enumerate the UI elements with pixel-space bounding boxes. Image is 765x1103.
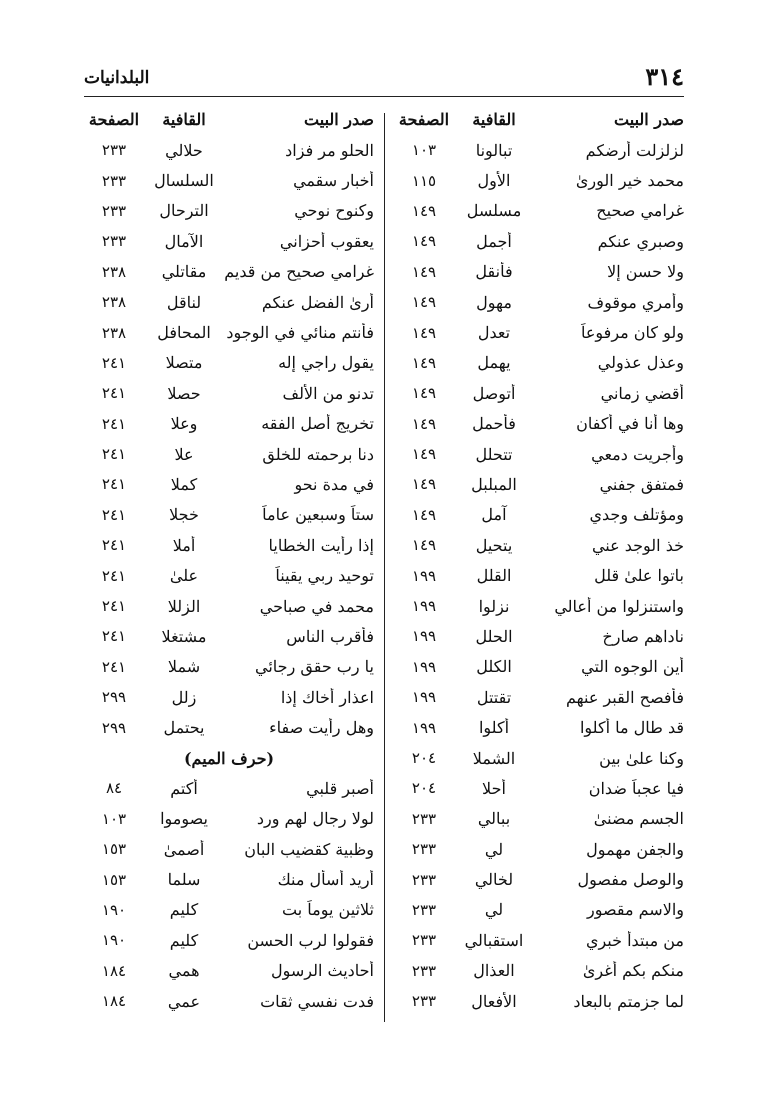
verse-opening: يعقوب أحزاني xyxy=(279,231,374,251)
rhyme-word: فأحمل xyxy=(472,414,516,434)
verse-opening: والاسم مقصور xyxy=(587,900,684,920)
page-ref: ١٩٩ xyxy=(411,627,437,646)
index-row xyxy=(84,378,374,408)
index-row xyxy=(394,348,684,378)
page-ref: ٢٤١ xyxy=(101,445,127,464)
index-row xyxy=(84,226,374,256)
verse-opening: غرامي صحيح من قديم xyxy=(224,262,374,282)
rhyme-word: خجلا xyxy=(169,505,199,525)
rhyme-word: أملا xyxy=(172,535,196,555)
page-ref: ٨٤ xyxy=(105,779,123,798)
index-row xyxy=(394,773,684,803)
page-ref: ٢٣٣ xyxy=(101,232,127,251)
page-ref: ١٩٠ xyxy=(101,931,127,950)
rhyme-word: الكلل xyxy=(476,657,512,677)
verse-opening: أخبار سقمي xyxy=(293,171,374,191)
index-row xyxy=(394,986,684,1016)
rhyme-word: لي xyxy=(484,839,504,859)
page-ref: ١٠٣ xyxy=(411,141,437,160)
verse-opening: فقولوا لرب الحسن xyxy=(247,930,374,950)
verse-opening: منكم بكم أغرىٰ xyxy=(582,961,684,981)
verse-opening: ناداهم صارخ xyxy=(602,626,684,646)
page-ref: ٢٣٨ xyxy=(101,323,127,342)
rhyme-word: لخالي xyxy=(474,870,514,890)
verse-opening: واستنزلوا من أعالي xyxy=(554,596,684,616)
verse-opening: والوصل مفصول xyxy=(577,870,684,890)
index-row xyxy=(394,439,684,469)
left-column-header xyxy=(84,103,374,135)
index-row xyxy=(394,196,684,226)
verse-opening: باتوا علىٰ قلل xyxy=(594,566,684,586)
rhyme-word: استقبالي xyxy=(464,930,524,950)
index-row xyxy=(84,986,374,1016)
right-column-header xyxy=(394,103,684,135)
index-row xyxy=(394,135,684,165)
page-ref: ١٤٩ xyxy=(411,232,437,251)
rhyme-word: الترحال xyxy=(159,201,209,221)
page-ref: ٢٣٣ xyxy=(411,900,437,919)
verse-opening: أصبر قلبي xyxy=(306,778,374,798)
page-ref: ١٤٩ xyxy=(411,505,437,524)
index-page xyxy=(84,62,684,1022)
verse-opening: أقضي زماني xyxy=(600,383,684,403)
rhyme-word: أجمل xyxy=(476,231,512,251)
index-row xyxy=(394,530,684,560)
verse-opening: وهل رأيت صفاء xyxy=(269,718,374,738)
page-ref: ٢٣٨ xyxy=(101,293,127,312)
rhyme-word: لناقل xyxy=(166,292,202,312)
verse-opening: أحاديث الرسول xyxy=(270,961,374,981)
rhyme-header: القافية xyxy=(472,109,516,129)
index-row xyxy=(394,864,684,894)
page-ref: ٢٤١ xyxy=(101,414,127,433)
verse-opening: والجفن مهمول xyxy=(586,839,684,859)
verse-opening: من مبتدأ خبري xyxy=(585,930,684,950)
column-divider xyxy=(384,113,385,1022)
page-ref: ٢٣٣ xyxy=(411,931,437,950)
verse-opening: أرىٰ الفضل عنكم xyxy=(261,292,374,312)
verse-opening: وها أنا في أكفان xyxy=(576,414,684,434)
index-row xyxy=(84,652,374,682)
verse-opening: لزلزلت أرضكم xyxy=(585,140,684,160)
verse-opening: ومؤتلف وجدي xyxy=(589,505,684,525)
rhyme-word: ببالي xyxy=(477,809,511,829)
verse-opening: يقول راجي إله xyxy=(278,353,374,373)
verse-opening: وظبية كقضيب البان xyxy=(244,839,374,859)
page-ref: ٢٠٤ xyxy=(411,779,437,798)
page-ref: ١٤٩ xyxy=(411,293,437,312)
index-row xyxy=(394,591,684,621)
rhyme-word: يهمل xyxy=(477,353,511,373)
page-ref: ٢٣٣ xyxy=(411,992,437,1011)
rhyme-word: أكلوا xyxy=(478,718,510,738)
page-ref: ٢٩٩ xyxy=(101,688,127,707)
page-header xyxy=(84,62,684,97)
index-row xyxy=(394,226,684,256)
rhyme-word: الزللا xyxy=(167,596,201,616)
verse-opening: ولا حسن إلا xyxy=(607,262,684,282)
page-ref: ١٥٣ xyxy=(101,870,127,889)
verse-opening: وكنا علىٰ بين xyxy=(599,748,684,768)
page-header-label: الصفحة xyxy=(88,109,140,129)
section-heading xyxy=(84,743,374,773)
rhyme-word: حصلا xyxy=(167,383,201,403)
index-row xyxy=(394,409,684,439)
rhyme-word: الحلل xyxy=(475,626,513,646)
verse-opening: وعذل عذولي xyxy=(597,353,684,373)
page-ref: ٢٣٨ xyxy=(101,262,127,281)
page-ref: ١٩٩ xyxy=(411,657,437,676)
running-title: البلدانيات xyxy=(84,68,150,88)
index-row xyxy=(84,591,374,621)
rhyme-word: فأنقل xyxy=(475,262,513,282)
page-ref: ١٥٣ xyxy=(101,840,127,859)
page-ref: ١٤٩ xyxy=(411,445,437,464)
index-row xyxy=(394,895,684,925)
index-row xyxy=(394,956,684,986)
page-ref: ١٤٩ xyxy=(411,262,437,281)
index-row xyxy=(394,287,684,317)
verse-opening: فدت نفسي ثقات xyxy=(260,991,374,1011)
rhyme-word: تبالونا xyxy=(475,140,513,160)
verse-opening: ثلاثين يوماً بت xyxy=(282,900,374,920)
rhyme-word: وعلا xyxy=(170,414,198,434)
verse-opening: خذ الوجد عني xyxy=(591,535,684,555)
verse-opening: وكنوح نوحي xyxy=(294,201,374,221)
verse-opening: تخريج أصل الفقه xyxy=(261,414,374,434)
index-row xyxy=(394,925,684,955)
rhyme-word: الأفعال xyxy=(471,991,517,1011)
index-row xyxy=(394,743,684,773)
rhyme-word: العذال xyxy=(473,961,515,981)
index-row xyxy=(84,500,374,530)
rhyme-word: السلسال xyxy=(154,171,214,191)
section-title: (حرف الميم) xyxy=(183,748,275,768)
index-row xyxy=(84,348,374,378)
verse-opening: ولو كان مرفوعاً xyxy=(580,323,684,343)
index-row xyxy=(394,165,684,195)
index-row xyxy=(84,925,374,955)
rhyme-word: كملا xyxy=(170,474,198,494)
rhyme-word: نزلوا xyxy=(478,596,510,616)
page-number: ٣١٤ xyxy=(645,62,684,91)
verse-opening: الجسم مضنىٰ xyxy=(593,809,684,829)
rhyme-word: كليم xyxy=(169,900,199,920)
verse-opening: وأمري موقوف xyxy=(587,292,684,312)
page-ref: ١٤٩ xyxy=(411,353,437,372)
index-row xyxy=(394,712,684,742)
rhyme-word: علىٰ xyxy=(169,566,199,586)
index-row xyxy=(394,378,684,408)
index-row xyxy=(84,165,374,195)
verse-header: صدر البيت xyxy=(304,109,374,129)
rhyme-word: القلل xyxy=(476,566,512,586)
page-ref: ١١٥ xyxy=(411,171,437,190)
page-header-label: الصفحة xyxy=(398,109,450,129)
rhyme-word: زلل xyxy=(171,687,197,707)
index-row xyxy=(84,773,374,803)
verse-opening: تدنو من الألف xyxy=(282,383,374,403)
verse-opening: فأنتم منائي في الوجود xyxy=(226,323,374,343)
page-ref: ١٩٩ xyxy=(411,597,437,616)
rhyme-word: كليم xyxy=(169,930,199,950)
verse-opening: لما جزمتم بالبعاد xyxy=(573,991,684,1011)
page-ref: ١٩٩ xyxy=(411,688,437,707)
page-ref: ٢٣٣ xyxy=(411,870,437,889)
index-row xyxy=(394,560,684,590)
page-ref: ٢٣٣ xyxy=(411,961,437,980)
page-ref: ١٤٩ xyxy=(411,201,437,220)
rhyme-word: الأول xyxy=(477,171,511,191)
page-ref: ١٩٠ xyxy=(101,900,127,919)
verse-opening: ستاً وسبعين عاماً xyxy=(262,505,374,525)
index-row xyxy=(84,317,374,347)
page-ref: ١٤٩ xyxy=(411,384,437,403)
index-row xyxy=(394,500,684,530)
verse-opening: توحيد ربي يقيناً xyxy=(275,566,374,586)
index-row xyxy=(84,956,374,986)
rhyme-word: مهول xyxy=(476,292,512,312)
page-ref: ٢٤١ xyxy=(101,505,127,524)
index-row xyxy=(84,439,374,469)
verse-opening: لولا رجال لهم ورد xyxy=(256,809,374,829)
rhyme-word: المبلبل xyxy=(471,474,517,494)
verse-opening: فمتفق جفني xyxy=(599,474,684,494)
page-ref: ٢٣٣ xyxy=(101,171,127,190)
page-ref: ٢٤١ xyxy=(101,353,127,372)
page-ref: ١٤٩ xyxy=(411,323,437,342)
verse-opening: في مدة نحو xyxy=(294,474,374,494)
rhyme-word: شملا xyxy=(167,657,201,677)
verse-opening: أريد أسأل منك xyxy=(277,870,374,890)
page-ref: ٢٤١ xyxy=(101,536,127,555)
rhyme-word: حلالي xyxy=(165,140,203,160)
index-row xyxy=(394,469,684,499)
verse-opening: الحلو مر فزاد xyxy=(285,140,374,160)
index-columns xyxy=(84,103,684,1022)
rhyme-word: أكتم xyxy=(170,778,198,798)
index-row xyxy=(84,287,374,317)
verse-header: صدر البيت xyxy=(614,109,684,129)
index-row xyxy=(84,712,374,742)
verse-opening: فأفصح القبر عنهم xyxy=(565,687,684,707)
index-row xyxy=(84,864,374,894)
page-ref: ١٤٩ xyxy=(411,414,437,433)
verse-opening: يا رب حقق رجائي xyxy=(255,657,374,677)
left-column xyxy=(84,103,374,1022)
page-ref: ٢٤١ xyxy=(101,566,127,585)
verse-opening: فأقرب الناس xyxy=(286,626,374,646)
page-ref: ١٨٤ xyxy=(101,961,127,980)
index-row xyxy=(394,621,684,651)
rhyme-word: يتحيل xyxy=(475,535,513,555)
rhyme-word: مقاتلي xyxy=(161,262,207,282)
page-ref: ٢٤١ xyxy=(101,475,127,494)
index-row xyxy=(84,135,374,165)
rhyme-word: مسلسل xyxy=(466,201,522,221)
page-ref: ١٤٩ xyxy=(411,475,437,494)
index-row xyxy=(84,409,374,439)
rhyme-word: تعدل xyxy=(477,323,511,343)
page-ref: ٢٤١ xyxy=(101,657,127,676)
rhyme-header: القافية xyxy=(162,109,206,129)
page-ref: ٢٣٣ xyxy=(101,141,127,160)
verse-opening: إذا رأيت الخطايا xyxy=(268,535,374,555)
index-row xyxy=(394,682,684,712)
verse-opening: دنا برحمته للخلق xyxy=(262,444,374,464)
index-row xyxy=(84,560,374,590)
page-ref: ١٨٤ xyxy=(101,992,127,1011)
rhyme-word: لي xyxy=(484,900,504,920)
page-ref: ١٩٩ xyxy=(411,566,437,585)
index-row xyxy=(84,682,374,712)
rhyme-word: يحتمل xyxy=(163,718,205,738)
page-ref: ٢٣٣ xyxy=(411,809,437,828)
page-ref: ٢٣٣ xyxy=(411,840,437,859)
verse-opening: وصبري عنكم xyxy=(597,231,684,251)
page-ref: ٢٤١ xyxy=(101,627,127,646)
rhyme-word: تقتتل xyxy=(476,687,512,707)
index-row xyxy=(394,652,684,682)
page-ref: ٢٤١ xyxy=(101,597,127,616)
verse-opening: فيا عجباً ضدان xyxy=(588,778,684,798)
page-ref: ٢٩٩ xyxy=(101,718,127,737)
rhyme-word: أصمىٰ xyxy=(163,839,205,859)
verse-opening: محمد في صباحي xyxy=(259,596,374,616)
index-row xyxy=(394,257,684,287)
index-row xyxy=(84,895,374,925)
page-ref: ٢٤١ xyxy=(101,384,127,403)
rhyme-word: يصوموا xyxy=(160,809,208,829)
page-ref: ١٠٣ xyxy=(101,809,127,828)
index-row xyxy=(84,196,374,226)
index-row xyxy=(84,469,374,499)
page-ref: ١٩٩ xyxy=(411,718,437,737)
rhyme-word: الآمال xyxy=(164,231,204,251)
rhyme-word: الشملا xyxy=(472,748,516,768)
verse-opening: قد طال ما أكلوا xyxy=(579,718,684,738)
index-row xyxy=(84,621,374,651)
index-row xyxy=(84,530,374,560)
rhyme-word: متصلا xyxy=(165,353,203,373)
rhyme-word: علا xyxy=(174,444,194,464)
page-ref: ٢٠٤ xyxy=(411,749,437,767)
index-row xyxy=(394,834,684,864)
rhyme-word: تتحلل xyxy=(475,444,513,464)
rhyme-word: آمل xyxy=(481,505,507,525)
verse-opening: اعذار أخاك إذا xyxy=(280,687,374,707)
rhyme-word: همي xyxy=(168,961,200,981)
verse-opening: أين الوجوه التي xyxy=(581,657,684,677)
index-row xyxy=(84,804,374,834)
index-row xyxy=(394,804,684,834)
verse-opening: غرامي صحيح xyxy=(596,201,684,221)
rhyme-word: أحلا xyxy=(482,778,506,798)
rhyme-word: سلما xyxy=(167,870,201,890)
index-row xyxy=(394,317,684,347)
page-ref: ٢٣٣ xyxy=(101,201,127,220)
page-ref: ١٤٩ xyxy=(411,536,437,555)
verse-opening: وأجريت دمعي xyxy=(591,444,684,464)
rhyme-word: أتوصل xyxy=(472,383,516,403)
rhyme-word: المحافل xyxy=(157,323,211,343)
rhyme-word: عمي xyxy=(167,991,201,1011)
right-column xyxy=(394,103,684,1022)
verse-opening: محمد خير الورىٰ xyxy=(575,171,684,191)
rhyme-word: مشتغلا xyxy=(161,626,207,646)
index-row xyxy=(84,257,374,287)
index-row xyxy=(84,834,374,864)
